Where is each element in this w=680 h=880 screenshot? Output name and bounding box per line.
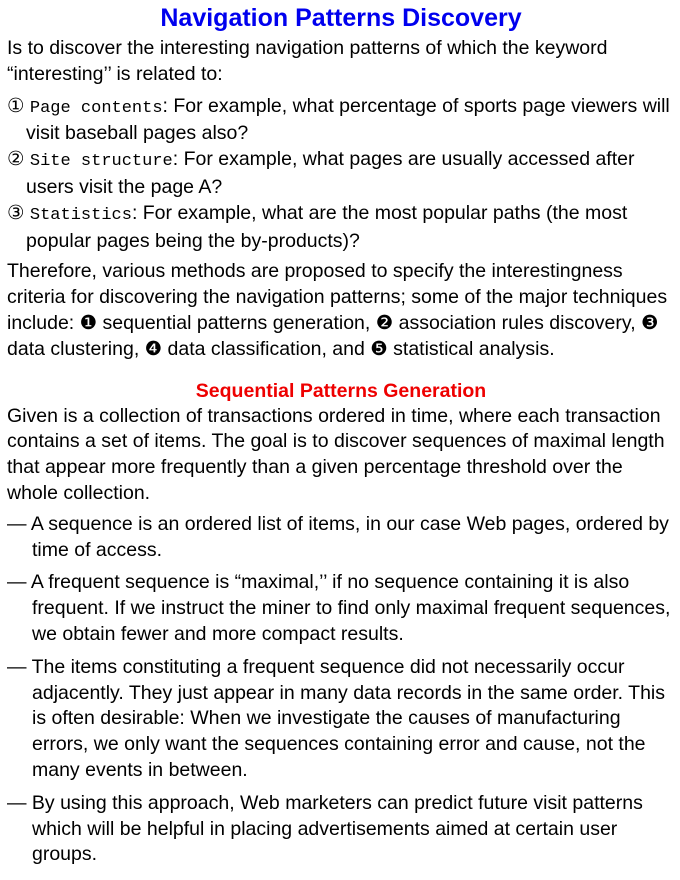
bullet-item: — The items constituting a frequent sequence did not necessarily occur adjacently. They just appear in many data records in the same order. This is often desirable: When we investigate the causes of manufacturing errors, we only want the sequences containing error and cause, not the many events in between. [7,655,666,781]
page-title: Navigation Patterns Discovery [160,4,522,32]
aspect-marker: ① [7,94,25,117]
aspect-text: : For example, what are the most popular paths (the most popular pages being the by-products)? [26,201,628,252]
section-intro-paragraph: Given is a collection of transactions ordered in time, where each transaction contains a set of items. The goal is to discover sequences of maximal length that appear more frequently than a given percentage threshold over the whole collection. [7,404,665,504]
aspect-marker: ② [7,148,25,171]
document-page [7,4,675,868]
aspect-marker: ③ [7,201,25,224]
aspect-term: Statistics [29,205,132,225]
aspect-term: Site structure [29,152,173,172]
bullet-item: — By using this approach, Web marketers can predict future visit patterns which will be helpful in placing advertisements aimed at certain user groups. [7,791,643,866]
intro-paragraph: Is to discover the interesting navigation patterns of which the keyword “interesting’’ is related to: [7,37,608,85]
aspect-item-site-structure [7,147,675,201]
aspect-text: : For example, what percentage of sports page viewers will visit baseball pages also? [26,94,670,145]
aspect-text: : For example, what pages are usually accessed after users visit the page A? [26,148,635,198]
section-title: Sequential Patterns Generation [195,379,487,402]
aspect-item-statistics [7,201,675,255]
aspect-term: Page contents [29,98,163,118]
techniques-paragraph: Therefore, various methods are proposed to specify the interestingness criteria for discovering the navigation patterns; some of the major techniques include: ❶ sequential patterns generation, ❷ association rules discovery, ❸ data clustering, ❹ data classification, and ❺ statistical analysis. [7,260,668,360]
aspect-item-page-contents [7,94,675,148]
bullet-item: — A frequent sequence is “maximal,’’ if no sequence containing it is also frequent. If we instruct the miner to find only maximal frequent sequences, we obtain fewer and more compact results. [7,571,671,645]
bullet-item: — A sequence is an ordered list of items, in our case Web pages, ordered by time of access. [7,512,669,561]
